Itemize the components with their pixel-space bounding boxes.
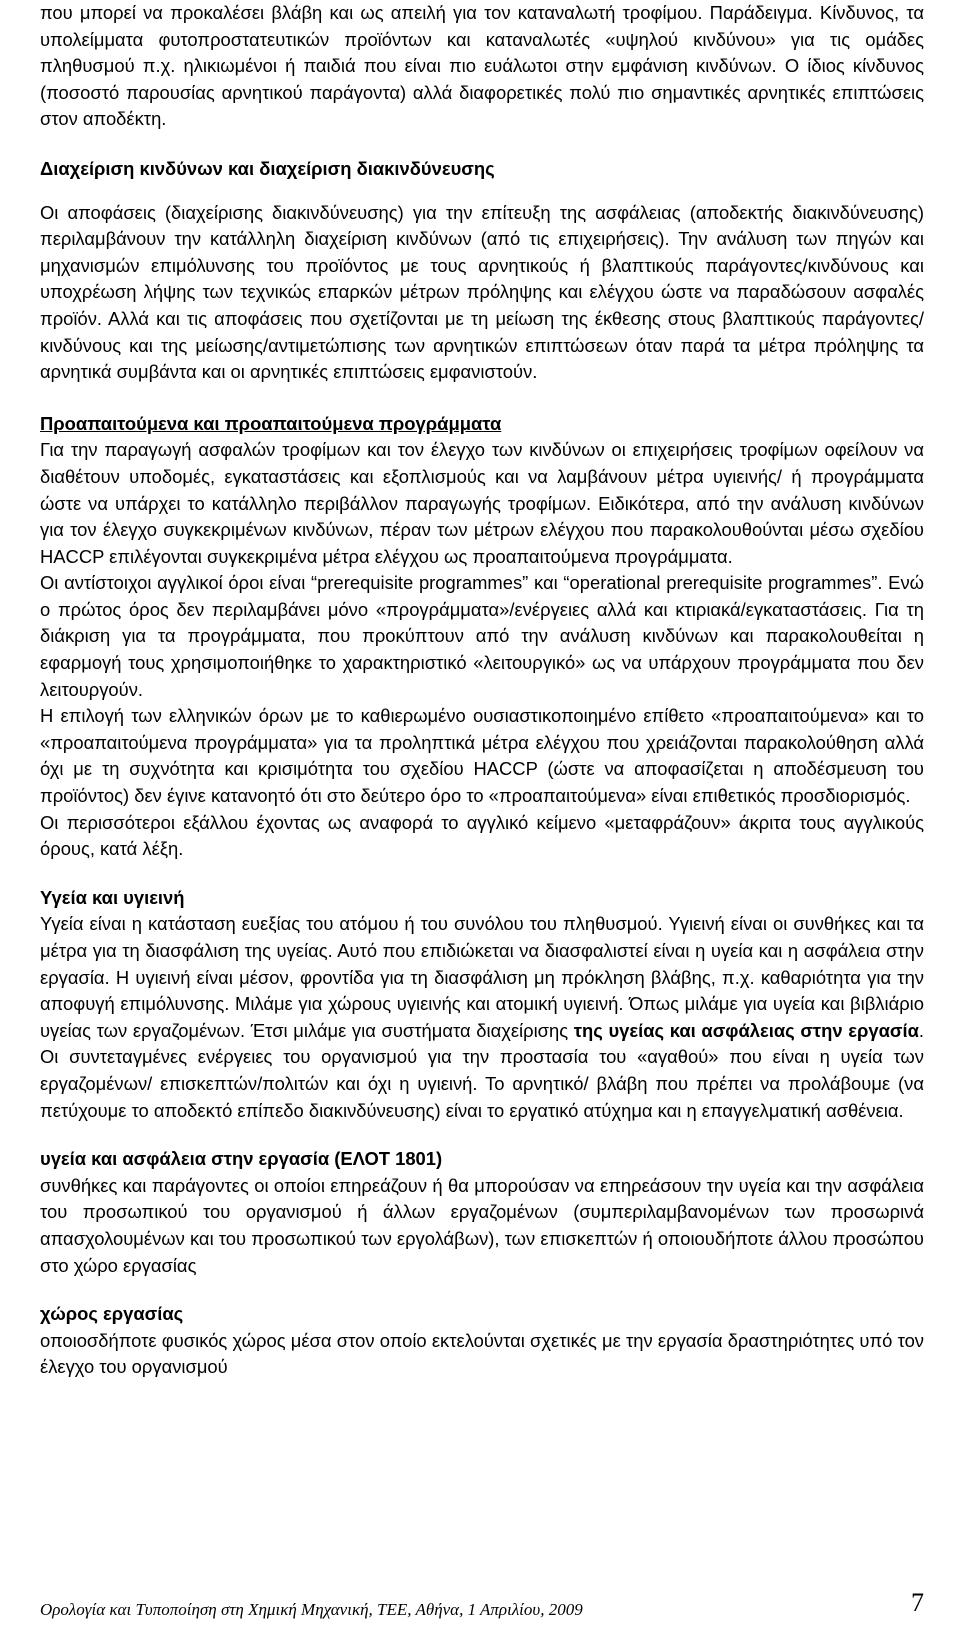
ohs-definition-paragraph: συνθήκες και παράγοντες οι οποίοι επηρεάζουν ή θα μπορούσαν να επηρεάσουν την υγεία και την ασφάλεια του προσωπικού του οργανισμού ή άλλων εργαζομένων (συμπεριλαμβανομένων των προσωρινά απασχολουμένων και του προσωπικού των εργολάβων), των επισκεπτών ή οποιουδήποτε άλλου προσώπου στο χώρο εργασίας (40, 1174, 924, 1276)
page-number: 7 (911, 1588, 924, 1617)
prerequisites-paragraph-1: Για την παραγωγή ασφαλών τροφίμων και τον έλεγχο των κινδύνων οι επιχειρήσεις τροφίμων οφείλουν να διαθέτουν υποδομές, εγκαταστάσεις και εξοπλισμούς και να λαμβάνουν μέτρα υγιεινής/ ή προγράμματα ώστε να υπάρχει το κατάλληλο περιβάλλον παραγωγής τροφίμων. Ειδικότερα, από την ανάλυση κινδύνων για τον έλεγχο συγκεκριμένων κινδύνων, πέραν των μέτρων ελέγχου που παρακολουθούνται μέσω σχεδίου HACCP επιλέγονται συγκεκριμένα μέτρα ελέγχου ως προαπαιτούμενα προγράμματα. (40, 439, 924, 567)
prerequisites-paragraph-3: Η επιλογή των ελληνικών όρων με το καθιερωμένο ουσιαστικοποιημένο επίθετο «προαπαιτούμενα» και το «προαπαιτούμενα προγράμματα» για τα προληπτικά μέτρα ελέγχου που χρειάζονται παρακολούθηση αλλά όχι με τη συχνότητα και κρισιμότητα του σχεδίου HACCP (ώστε να αποφασίζεται η αποδέσμευση του προϊόντος) δεν έγινε κατανοητό ότι στο δεύτερο όρο το «προαπαιτούμενα» είναι επιθετικός προσδιορισμός. (40, 705, 924, 807)
health-hygiene-paragraph (40, 911, 924, 1124)
risk-management-paragraph: Οι αποφάσεις (διαχείρισης διακινδύνευσης) για την επίτευξη της ασφάλειας (αποδεκτής διακινδύνευσης) περιλαμβάνουν την κατάλληλη διαχείριση κινδύνων (από τις επιχειρήσεις). Την ανάλυση των πηγών και μηχανισμών επιμόλυνσης του προϊόντος με τους αρνητικούς ή βλαπτικούς παράγοντες/κινδύνους και υποχρέωση λήψης των τεχνικώς επαρκών μέτρων πρόληψης και ελέγχου ώστε να παραδώσουν ασφαλές προϊόν. Αλλά και τις αποφάσεις που σχετίζονται με τη μείωση της έκθεσης στους βλαπτικούς παράγοντες/κινδύνους και της μείωσης/αντιμετώπισης των αρνητικών επιπτώσεων όταν παρά τα μέτρα πρόληψης τα αρνητικά συμβάντα και οι αρνητικές επιπτώσεις εμφανιστούν. (40, 201, 924, 383)
health-text-before: Υγεία είναι η κατάσταση ευεξίας του ατόμου ή του συνόλου του πληθυσμού. Υγιεινή είναι οι συνθήκες και τα μέτρα για τη διασφάλιση της υγείας. Αυτό που επιδιώκεται να διασφαλιστεί είναι η υγεία και η ασφάλεια στην εργασία. Η υγιεινή είναι μέσον, φροντίδα για τη διασφάλιση μη πρόκληση βλάβης, π.χ. καθαριότητα για την αποφυγή επιμόλυνσης. Μιλάμε για χώρους υγιεινής και ατομική υγιεινή. Όπως μιλάμε για υγεία και βιβλιάριο υγείας των εργαζομένων. Έτσι μιλάμε για συστήματα διαχείρισης (40, 913, 924, 1041)
ohs-definition-heading: υγεία και ασφάλεια στην εργασία (ΕΛΟΤ 1801) (40, 1148, 443, 1170)
health-text-after: . Οι συντεταγμένες ενέργειες του οργανισμού για την προστασία του «αγαθού» που είναι η υγεία των εργαζομένων/ επισκεπτών/πολιτών και όχι η υγιεινή. Το αρνητικό/ βλάβη που πρέπει να προλάβουμε (να πετύχουμε το αποδεκτό επίπεδο διακινδύνευσης) είναι το εργατικό ατύχημα και η επαγγελματική ασθένεια. (40, 1019, 925, 1121)
health-hygiene-heading: Υγεία και υγιεινή (40, 886, 185, 908)
workplace-definition-heading: χώρος εργασίας (40, 1303, 184, 1325)
document-body (40, 0, 924, 1381)
page-footer: Ορολογία και Τυποποίηση στη Χημική Μηχανική, ΤΕΕ, Αθήνα, 1 Απριλίου, 2009 (40, 1600, 583, 1619)
prerequisites-heading: Προαπαιτούμενα και προαπαιτούμενα προγράμματα (40, 412, 502, 434)
intro-paragraph: που μπορεί να προκαλέσει βλάβη και ως απειλή για τον καταναλωτή τροφίμου. Παράδειγμα. Κίνδυνος, τα υπολείμματα φυτοπροστατευτικών προϊόντων και καταναλωτές «υψηλού κινδύνου» για τις ομάδες πληθυσμού π.χ. ηλικιωμένοι ή παιδιά που είναι πιο ευάλωτοι στην εμφάνιση κινδύνων. Ο ίδιος κίνδυνος (ποσοστό παρουσίας αρνητικού παράγοντα) αλλά διαφορετικές πολύ πιο σημαντικές αρνητικές επιπτώσεις στον αποδέκτη. (40, 2, 924, 130)
prerequisites-paragraph-2: Οι αντίστοιχοι αγγλικοί όροι είναι “prerequisite programmes” και “operational prerequisite programmes”. Ενώ ο πρώτος όρος δεν περιλαμβάνει μόνο «προγράμματα»/ενέργειες αλλά και κτιριακά/εγκαταστάσεις. Για τη διάκριση για τα προγράμματα, που προκύπτουν από την ανάλυση κινδύνων και παρακολουθείται η εφαρμογή τους χρησιμοποιήθηκε το χαρακτηριστικό «λειτουργικό» ως να υπάρχουν προγράμματα που δεν λειτουργούν. (40, 572, 924, 700)
risk-management-heading: Διαχείριση κινδύνων και διαχείριση διακινδύνευσης (40, 157, 495, 179)
workplace-definition-paragraph: οποιοσδήποτε φυσικός χώρος μέσα στον οποίο εκτελούνται σχετικές με την εργασία δραστηριότητες υπό τον έλεγχο του οργανισμού (40, 1329, 924, 1378)
health-text-bold: της υγείας και ασφάλειας στην εργασία (573, 1019, 919, 1041)
prerequisites-paragraph-4: Οι περισσότεροι εξάλλου έχοντας ως αναφορά το αγγλικό κείμενο «μεταφράζουν» άκριτα τους αγγλικούς όρους, κατά λέξη. (40, 811, 924, 860)
